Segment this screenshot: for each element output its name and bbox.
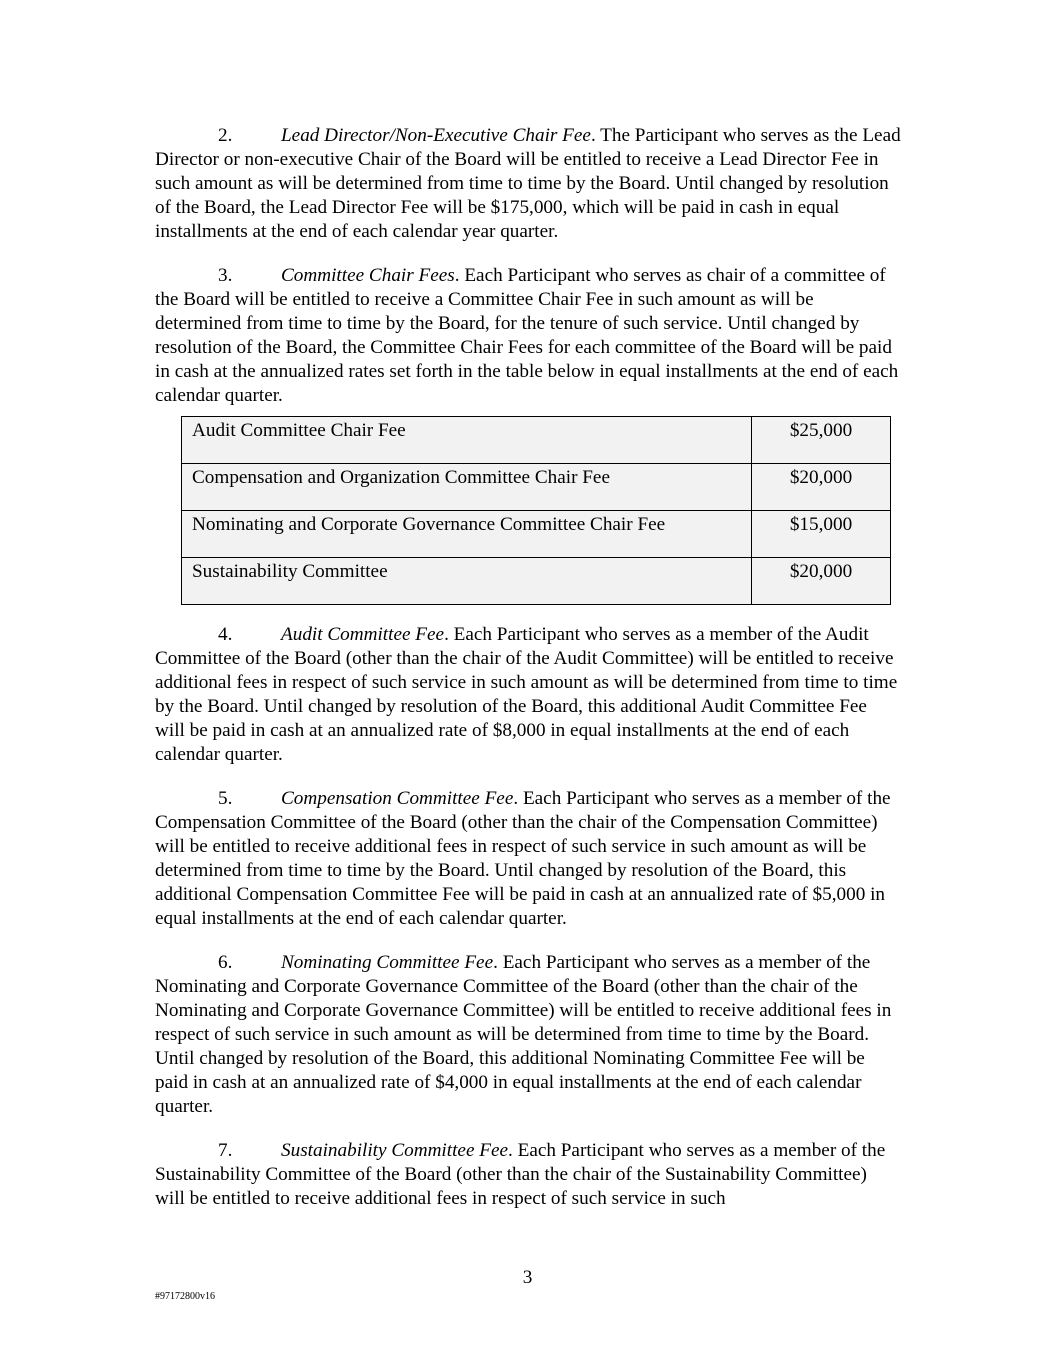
fee-amount-cell: $20,000 xyxy=(752,558,891,605)
paragraph-7: 7. Sustainability Committee Fee. Each Participant who serves as a member of the Sustainability Committee of the Board (other than the chair of the Sustainability Committee) will be entitled to receive additional fees in respect of such service in such xyxy=(155,1140,886,1209)
paragraph-heading: Sustainability Committee Fee xyxy=(281,1140,509,1161)
table-row xyxy=(182,511,891,558)
paragraph-number: 2. xyxy=(218,125,233,146)
paragraph-number: 5. xyxy=(218,788,233,809)
paragraph-heading: Lead Director/Non-Executive Chair Fee xyxy=(281,125,591,146)
fee-amount-cell: $15,000 xyxy=(752,511,891,558)
table-row xyxy=(182,417,891,464)
paragraph-body: Each Participant who serves as a member of the Audit Committee of the Board (other than the chair of the Audit Committee) will be entitled to receive additional fees in respect of such service in such amount as will be determined from time to time by the Board. Until changed by resolution of the Board, this additional Audit Committee Fee will be paid in cash at an annualized rate of $8,000 in equal installments at the end of each calendar quarter. xyxy=(155,624,898,765)
paragraph-heading: Audit Committee Fee xyxy=(281,624,445,645)
paragraph-3: 3. Committee Chair Fees. Each Participant who serves as chair of a committee of the Board will be entitled to receive a Committee Chair Fee in such amount as will be determined from time to time by the Board, for the tenure of such service. Until changed by resolution of the Board, the Committee Chair Fees for each committee of the Board will be paid in cash at the annualized rates set forth in the table below in equal installments at the end of each calendar quarter. xyxy=(155,265,899,406)
paragraph-heading: Compensation Committee Fee xyxy=(281,788,514,809)
paragraph-6: 6. Nominating Committee Fee. Each Participant who serves as a member of the Nominating and Corporate Governance Committee of the Board (other than the chair of the Nominating and Corporate Governance Committee) will be entitled to receive additional fees in respect of such service in such amount as will be determined from time to time by the Board. Until changed by resolution of the Board, this additional Nominating Committee Fee will be paid in cash at an annualized rate of $4,000 in equal installments at the end of each calendar quarter. xyxy=(155,952,892,1117)
paragraph-body: The Participant who serves as the Lead Director or non-executive Chair of the Board will be entitled to receive a Lead Director Fee in such amount as will be determined from time to time by the Board. Until changed by resolution of the Board, the Lead Director Fee will be $175,000, which will be paid in cash in equal installments at the end of each calendar year quarter. xyxy=(155,125,901,242)
fee-amount-cell: $20,000 xyxy=(752,464,891,511)
paragraph-body: Each Participant who serves as a member of the Nominating and Corporate Governance Committee of the Board (other than the chair of the Nominating and Corporate Governance Committee) will be entitled to receive additional fees in respect of such service in such amount as will be determined from time to time by the Board. Until changed by resolution of the Board, this additional Nominating Committee Fee will be paid in cash at an annualized rate of $4,000 in equal installments at the end of each calendar quarter. xyxy=(155,952,892,1117)
fee-amount-cell: $25,000 xyxy=(752,417,891,464)
paragraph-5: 5. Compensation Committee Fee. Each Participant who serves as a member of the Compensation Committee of the Board (other than the chair of the Compensation Committee) will be entitled to receive additional fees in respect of such service in such amount as will be determined from time to time by the Board. Until changed by resolution of the Board, this additional Compensation Committee Fee will be paid in cash at an annualized rate of $5,000 in equal installments at the end of each calendar quarter. xyxy=(155,788,891,929)
paragraph-number: 4. xyxy=(218,624,233,645)
paragraph-number: 3. xyxy=(218,265,233,286)
document-id: #97172800v16 xyxy=(155,1291,215,1302)
paragraph-2: 2. Lead Director/Non-Executive Chair Fee. The Participant who serves as the Lead Director or non-executive Chair of the Board will be entitled to receive a Lead Director Fee in such amount as will be determined from time to time by the Board. Until changed by resolution of the Board, the Lead Director Fee will be $175,000, which will be paid in cash in equal installments at the end of each calendar year quarter. xyxy=(155,125,901,242)
committee-name-cell: Nominating and Corporate Governance Committee Chair Fee xyxy=(182,511,752,558)
paragraph-4: 4. Audit Committee Fee. Each Participant who serves as a member of the Audit Committee of the Board (other than the chair of the Audit Committee) will be entitled to receive additional fees in respect of such service in such amount as will be determined from time to time by the Board. Until changed by resolution of the Board, this additional Audit Committee Fee will be paid in cash at an annualized rate of $8,000 in equal installments at the end of each calendar quarter. xyxy=(155,624,898,765)
paragraph-body: Each Participant who serves as chair of a committee of the Board will be entitled to receive a Committee Chair Fee in such amount as will be determined from time to time by the Board, for the tenure of such service. Until changed by resolution of the Board, the Committee Chair Fees for each committee of the Board will be paid in cash at the annualized rates set forth in the table below in equal installments at the end of each calendar quarter. xyxy=(155,265,899,406)
paragraph-number: 6. xyxy=(218,952,233,973)
paragraph-heading: Nominating Committee Fee xyxy=(281,952,494,973)
committee-name-cell: Compensation and Organization Committee Chair Fee xyxy=(182,464,752,511)
table-row xyxy=(182,464,891,511)
paragraph-body: Each Participant who serves as a member of the Sustainability Committee of the Board (other than the chair of the Sustainability Committee) will be entitled to receive additional fees in respect of such service in such xyxy=(155,1140,886,1209)
paragraph-number: 7. xyxy=(218,1140,233,1161)
paragraph-heading: Committee Chair Fees xyxy=(281,265,455,286)
table-row xyxy=(182,558,891,605)
document-page xyxy=(155,124,901,1231)
paragraph-body: Each Participant who serves as a member of the Compensation Committee of the Board (other than the chair of the Compensation Committee) will be entitled to receive additional fees in respect of such service in such amount as will be determined from time to time by the Board. Until changed by resolution of the Board, this additional Compensation Committee Fee will be paid in cash at an annualized rate of $5,000 in equal installments at the end of each calendar quarter. xyxy=(155,788,891,929)
committee-chair-fee-table xyxy=(181,416,891,605)
committee-name-cell: Sustainability Committee xyxy=(182,558,752,605)
page-number: 3 xyxy=(522,1267,533,1288)
committee-name-cell: Audit Committee Chair Fee xyxy=(182,417,752,464)
